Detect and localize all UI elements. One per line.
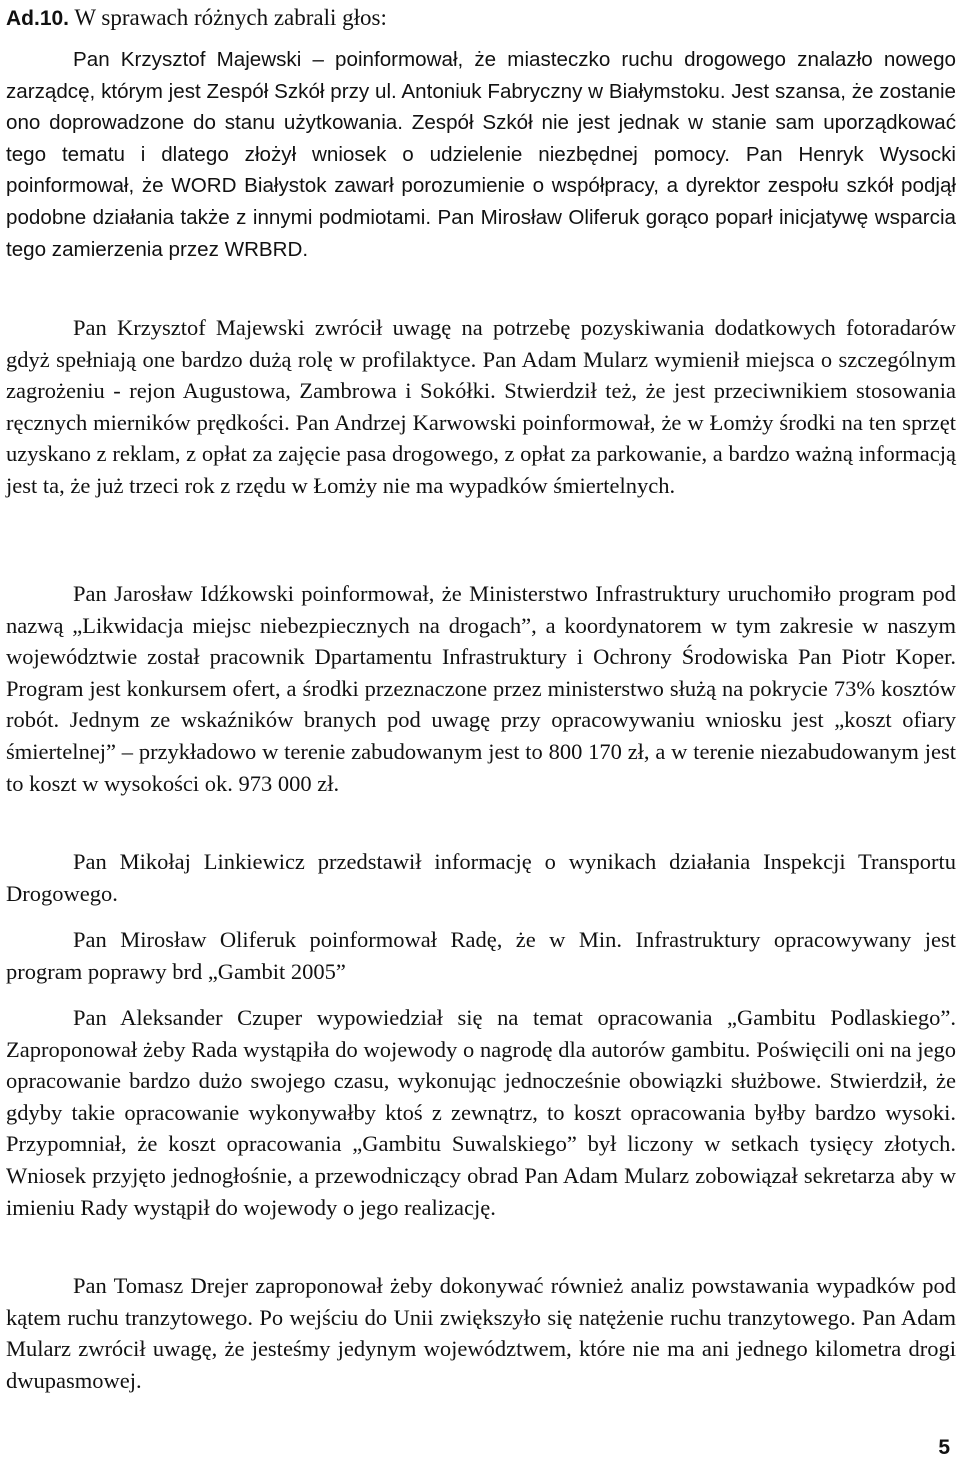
section-heading: [6, 3, 387, 34]
paragraph-2: Pan Krzysztof Majewski zwrócił uwagę na potrzebę pozyskiwania dodatkowych fotoradarów gdyż spełniają one bardzo dużą rolę w profilaktyce. Pan Adam Mularz wymienił miejsca o szczególnym zagrożeniu - rejon Augustowa, Zambrowa i Sokółki. Stwierdził też, że jest przeciwnikiem stosowania ręcznych mierników prędkości. Pan Andrzej Karwowski poinformował, że w Łomży środki na ten sprzęt uzyskano z reklam, z opłat za zajęcie pasa drogowego, z opłat za parkowanie, a bardzo ważną informacją jest ta, że już trzeci rok z rzędu w Łomży nie ma wypadków śmiertelnych.: [6, 315, 956, 498]
paragraph-7: Pan Tomasz Drejer zaproponował żeby dokonywać również analiz powstawania wypadków pod kątem ruchu tranzytowego. Po wejściu do Unii zwiększyło się natężenie ruchu tranzytowego. Pan Adam Mularz zwrócił uwagę, że jesteśmy jedynym województwem, które nie ma ani jednego kilometra drogi dwupasmowej.: [6, 1273, 956, 1393]
paragraph-6: Pan Aleksander Czuper wypowiedział się na temat opracowania „Gambitu Podlaskiego”. Zaproponował żeby Rada wystąpiła do wojewody o nagrodę dla autorów gambitu. Poświęcili oni na jego opracowanie bardzo dużo swojego czasu, wykonując jednocześnie obowiązki służbowe. Stwierdził, że gdyby takie opracowanie wykonywałby ktoś z zewnątrz, to koszt opracowania byłby bardzo wysoki. Przypomniał, że koszt opracowania „Gambitu Suwalskiego” był liczony w setkach tysięcy złotych. Wniosek przyjęto jednogłośnie, a przewodniczący obrad Pan Adam Mularz zobowiązał sekretarza aby w imieniu Rady wystąpił do wojewody o jego realizację.: [6, 1005, 956, 1220]
paragraph-1: Pan Krzysztof Majewski – poinformował, że miasteczko ruchu drogowego znalazło nowego zarządcę, którym jest Zespół Szkół przy ul. Antoniuk Fabryczny w Białymstoku. Jest szansa, że zostanie ono doprowadzone do stanu użytkowania. Zespół Szkół nie jest jednak w stanie sam uporządkować tego tematu i dlatego złożył wniosek o udzielenie niezbędnej pomocy. Pan Henryk Wysocki poinformował, że WORD Białystok zawarł porozumienie o współpracy, a dyrektor zespołu szkół podjął podobne działania także z innymi podmiotami. Pan Mirosław Oliferuk gorąco poparł inicjatywę wsparcia tego zamierzenia przez WRBRD.: [6, 48, 956, 261]
paragraph-3: Pan Jarosław Idźkowski poinformował, że Ministerstwo Infrastruktury uruchomiło program pod nazwą „Likwidacja miejsc niebezpiecznych na drogach”, a koordynatorem w tym zakresie w naszym województwie został pracownik Dpartamentu Infrastruktury i Ochrony Środowiska Pan Piotr Koper. Program jest konkursem ofert, a środki przeznaczone przez ministerstwo służą na pokrycie 73% kosztów robót. Jednym ze wskaźników branych pod uwagę przy opracowywaniu wniosku jest „koszt ofiary śmiertelnej” – przykładowo w terenie zabudowanym jest to 800 170 zł, a w terenie niezabudowanym jest to koszt w wysokości ok. 973 000 zł.: [6, 581, 956, 796]
section-title: W sprawach różnych zabrali głos:: [69, 5, 387, 30]
section-number: Ad.10.: [6, 7, 70, 30]
paragraph-4: Pan Mikołaj Linkiewicz przedstawił informację o wynikach działania Inspekcji Transportu Drogowego.: [6, 849, 956, 906]
page-number: 5: [938, 1436, 950, 1459]
paragraph-5: Pan Mirosław Oliferuk poinformował Radę, że w Min. Infrastruktury opracowywany jest program poprawy brd „Gambit 2005”: [6, 927, 956, 984]
